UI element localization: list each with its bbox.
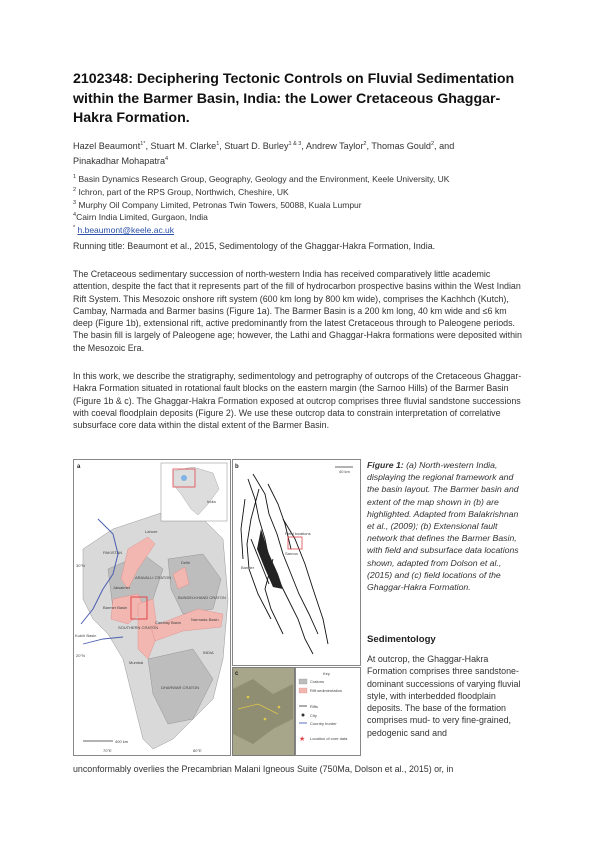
paragraph-1: The Cretaceous sedimentary succession of north-western India has received comparatively little academic attention, despite the fact that it represents part of the fill of hydrocarbon prospective basins within the West Indian Rift System. This Mesozoic onshore rift system (600 km long by 800 km wide), comprises the Kachhch (Kutch), Cambay, Narmada and Barmer basins (Figure 1a). The Barmer Basin is a 200 km long, 40 km wide and ≤6 km deep (Figure 1b), extensional rift, active predominantly from the latest Cretaceous through to Paleogene periods. The basin fill is largely of Paleogene age; however, the Lathi and Ghaggar-Hakra formations were deposited within the Mesozoic Era. bbox=[73, 269, 522, 353]
label-kutch-basin: Kutch Basin bbox=[75, 633, 97, 638]
section-heading-sedimentology: Sedimentology bbox=[367, 634, 436, 645]
label-lat30: 30°N bbox=[76, 563, 85, 568]
panel-c-label: c bbox=[235, 671, 239, 677]
paper-title: 2102348: Deciphering Tectonic Controls on Fluvial Sedimentation within the Barmer Basin, India: the Lower Cretaceous Ghaggar-Hakra Formation. bbox=[73, 71, 515, 126]
field-point bbox=[278, 706, 281, 709]
affiliation: $^3$ Murphy Oil Company Limited, Petronas Twin Towers, 50088, Kuala Lumpur bbox=[73, 199, 362, 210]
field-point bbox=[264, 718, 267, 721]
key-cratons: Cratons bbox=[310, 679, 325, 684]
key-swatch-cratons bbox=[299, 679, 307, 684]
key-star-icon: ★ bbox=[299, 736, 306, 743]
india-inset-label: India bbox=[207, 499, 216, 504]
key-border: Country border bbox=[310, 721, 337, 726]
label-lon80: 80°E bbox=[193, 748, 202, 753]
running-title: Running title: Beaumont et al., 2015, Sedimentology of the Ghaggar-Hakra Formation, India. bbox=[73, 241, 436, 251]
field-point bbox=[247, 696, 250, 699]
label-india: INDIA bbox=[203, 650, 214, 655]
affiliation: $^2$ Ichron, part of the RPS Group, Northwich, Cheshire, UK bbox=[73, 186, 289, 197]
figure-1-graphic bbox=[73, 459, 361, 756]
key-swatch-rift bbox=[299, 688, 307, 693]
label-lahore: Lahore bbox=[145, 529, 158, 534]
author: Stuart M. Clarke$^1$ bbox=[150, 141, 220, 151]
key-rift: Rift sedimentation bbox=[310, 688, 343, 693]
affiliation: $^1$ Basin Dynamics Research Group, Geography, Geology and the Environment, Keele University, UK bbox=[73, 174, 450, 184]
label-narmada-basin: Narmada Basin bbox=[191, 617, 219, 622]
author: Thomas Gould$^2$ bbox=[371, 141, 435, 151]
label-barmer-basin: Barmer Basin bbox=[103, 605, 128, 610]
label-bundelkhand: BUNDELKHAND CRATON bbox=[178, 595, 226, 600]
key-city: City bbox=[310, 713, 317, 718]
label-pakistan: PAKISTAN bbox=[103, 550, 123, 555]
author: Pinakadhar Mohapatra$^4$ bbox=[73, 155, 169, 166]
label-field-locations: Field locations bbox=[285, 531, 311, 536]
label-dharwar: DHARWAR CRATON bbox=[161, 685, 200, 690]
label-sarnoo: Sarnoo bbox=[285, 551, 298, 556]
figure-caption: Figure 1: (a) North-western India, displaying the regional framework and the basin layout. The Barmer basin and extent of the map shown in (b) are highlighted. Adapted from Balakrishnan et al., (2009); (b) Extensional fault network that defines the Barmer Basin, with field and subsurface data locations shown, adapted from Dolson et al., (2015) and (c) field locations of the Ghaggar-Hakra Formation. bbox=[367, 460, 519, 593]
label-southern: SOUTHERN CRATON bbox=[118, 625, 159, 630]
author: Hazel Beaumont$^{1*}$ bbox=[73, 141, 146, 151]
label-mumbai: Mumbai bbox=[129, 660, 144, 665]
sedimentology-continuation: unconformably overlies the Precambrian Malani Igneous Suite (750Ma, Dolson et al., 2015) or, in bbox=[73, 764, 454, 774]
sedimentology-body: At outcrop, the Ghaggar-Hakra Formation comprises three sandstone-dominant successions of varying fluvial style, with interbedded floodplain deposits. The base of the formation comprises mud- to very fine-grained, pedogenic sand and bbox=[367, 654, 521, 738]
label-aravalli: ARAVALLI CRATON bbox=[135, 575, 172, 580]
affiliations bbox=[73, 172, 533, 236]
scale-label-b: 40 km bbox=[339, 469, 350, 474]
author: Stuart D. Burley$^{1 \& 3}$ bbox=[224, 141, 302, 151]
label-barmer-b: Barmer bbox=[241, 565, 255, 570]
key-core: Location of core data bbox=[310, 736, 348, 741]
label-cambay-basin: Cambay Basin bbox=[155, 620, 182, 625]
label-lat20: 20°N bbox=[76, 653, 85, 658]
panel-b-label: b bbox=[235, 464, 239, 470]
affiliation: $^4$Cairn India Limited, Gurgaon, India bbox=[73, 212, 208, 223]
author: Andrew Taylor$^2$ bbox=[305, 141, 367, 151]
affiliation-email: * h.beaumont@keele.ac.uk bbox=[73, 225, 175, 236]
paragraph-2: In this work, we describe the stratigraphy, sedimentology and petrography of outcrops of the Cretaceous Ghaggar-Hakra Formation situated in rotational fault blocks on the eastern margin (the Sarnoo Hills) of the Barmer Basin (Figure 1b & c). The Ghaggar-Hakra Formation exposed at outcrop comprises three fluvial sandstone successions with coeval floodplain deposits (Figure 2). We use these outcrop data to constrain interpretation of correlative subsurface core data within the distal extent of the Barmer Basin. bbox=[73, 371, 522, 431]
key-swatch-city bbox=[302, 714, 305, 717]
key-rifts: Rifts bbox=[310, 704, 318, 709]
scale-label-a: 400 km bbox=[115, 739, 129, 744]
panel-a-label: a bbox=[77, 464, 81, 470]
figure-1 bbox=[73, 459, 361, 756]
author-list: Hazel Beaumont$^{1*}$, Stuart M. Clarke$^1$, Stuart D. Burley$^{1 \& 3}$, Andrew Taylor$^2$, Thomas Gould$^2$, and Pinakadhar Mohapatra$^4$ bbox=[73, 141, 455, 166]
label-lon70: 70°E bbox=[103, 748, 112, 753]
email-link[interactable]: h.beaumont@keele.ac.uk bbox=[77, 225, 175, 236]
label-delhi: Delhi bbox=[181, 560, 191, 565]
label-jaisalmer: Jaisalmer bbox=[113, 585, 131, 590]
key-title: Key bbox=[323, 671, 330, 676]
inset-marker-dot bbox=[181, 475, 187, 481]
